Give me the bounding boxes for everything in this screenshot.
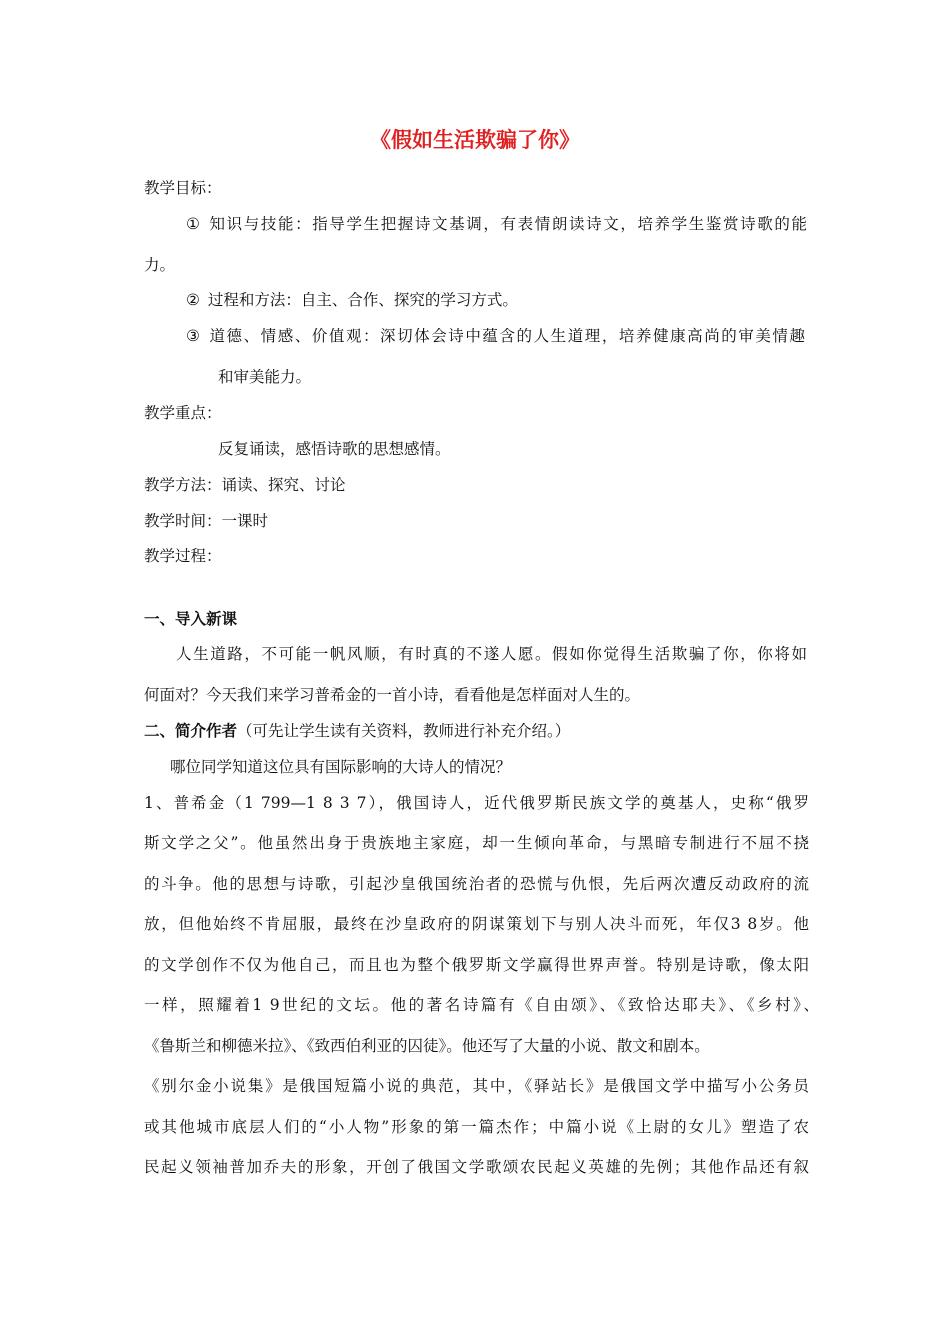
teaching-process-heading: 教学过程： (144, 547, 222, 565)
author-bio-line-1: 1、普希金（1 799—1 8 3 7），俄国诗人，近代俄罗斯民族文学的奠基人，史称“俄罗 (144, 794, 809, 812)
goal-item-1-line-1 (186, 214, 807, 234)
author-bio-line-10: 民起义领袖普加乔夫的形象，开创了俄国文学歌颂农民起义英雄的先例；其他作品还有叙 (144, 1158, 809, 1176)
author-bio-line-8: 《别尔金小说集》是俄国短篇小说的典范，其中，《驿站长》是俄国文学中描写小公务员 (144, 1077, 809, 1095)
section-2-heading-line (144, 721, 809, 741)
author-bio-line-5: 的文学创作不仅为他自己，而且也为整个俄罗斯文学赢得世界声誉。特别是诗歌，像太阳 (144, 956, 809, 974)
author-bio-line-3: 的斗争。他的思想与诗歌，引起沙皇俄国统治者的恐慌与仇恨，先后两次遭反动政府的流 (144, 875, 809, 893)
goal-item-3-number: ③ (186, 327, 200, 345)
section-2-heading: 二、简介作者 (144, 722, 238, 740)
goals-heading: 教学目标： (144, 179, 222, 197)
goal-item-3-line-2: 和审美能力。 (218, 368, 312, 386)
goal-item-3-line-1 (186, 326, 805, 346)
document-title: 《假如生活欺骗了你》 (370, 128, 580, 152)
author-bio-line-4: 放，但他始终不肯屈服，最终在沙皇政府的阴谋策划下与别人决斗而死，年仅3 8岁。他 (144, 915, 809, 933)
goal-item-2 (186, 290, 851, 310)
key-points-content: 反复诵读，感悟诗歌的思想感情。 (218, 440, 451, 458)
section-2-question: 哪位同学知道这位具有国际影响的大诗人的情况？ (170, 758, 512, 776)
author-bio-line-2: 斯文学之父”。他虽然出身于贵族地主家庭，却一生倾向革命，与黑暗专制进行不屈不挠 (144, 834, 809, 852)
goal-item-1-line-2: 力。 (144, 256, 176, 274)
goal-item-3-text: 道德、情感、价值观：深切体会诗中蕴含的人生道理，培养健康高尚的审美情趣 (207, 327, 805, 345)
section-1-heading: 一、导入新课 (144, 610, 238, 628)
goal-item-1-text: 知识与技能：指导学生把握诗文基调，有表情朗读诗文，培养学生鉴赏诗歌的能 (207, 215, 807, 233)
section-2-note: （可先让学生读有关资料，教师进行补充介绍。） (237, 722, 571, 740)
goal-item-1-number: ① (186, 215, 200, 233)
key-points-heading: 教学重点： (144, 404, 222, 422)
author-bio-line-9: 或其他城市底层人们的“小人物”形象的第一篇杰作；中篇小说《上尉的女儿》塑造了农 (144, 1118, 809, 1136)
teaching-time: 教学时间：一课时 (144, 512, 269, 530)
author-bio-line-6: 一样，照耀着1 9世纪的文坛。他的著名诗篇有《自由颂》、《致恰达耶夫》、《乡村》、 (144, 996, 819, 1014)
section-1-line-1: 人生道路，不可能一帆风顺，有时真的不遂人愿。假如你觉得生活欺骗了你，你将如 (176, 645, 807, 663)
teaching-method: 教学方法：诵读、探究、讨论 (144, 476, 346, 494)
goal-item-2-number: ② (186, 291, 200, 309)
goal-item-2-text: 过程和方法：自主、合作、探究的学习方式。 (207, 291, 518, 309)
author-bio-line-7: 《鲁斯兰和柳德米拉》、《致西伯利亚的囚徒》。他还写了大量的小说、散文和剧本。 (144, 1037, 710, 1055)
section-1-line-2: 何面对？今天我们来学习普希金的一首小诗，看看他是怎样面对人生的。 (144, 686, 641, 704)
